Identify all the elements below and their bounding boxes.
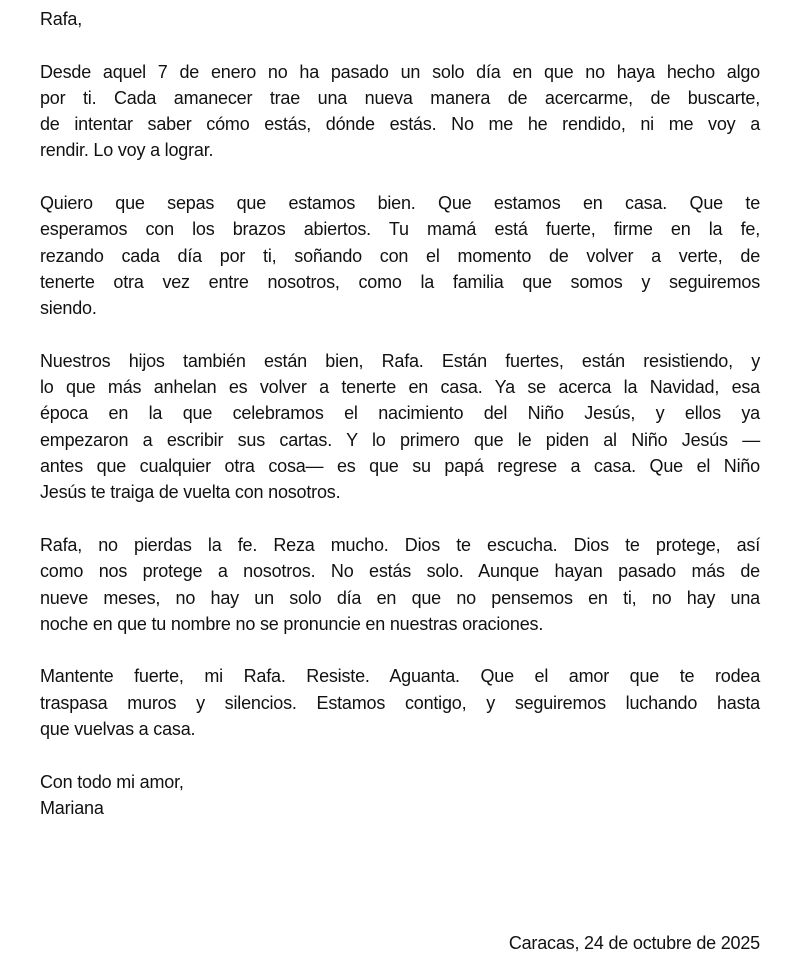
paragraph-line: empezaron a escribir sus cartas. Y lo primero que le piden al Niño Jesús —	[40, 429, 760, 450]
paragraph-line: esperamos con los brazos abiertos. Tu mamá está fuerte, firme en la fe,	[40, 219, 760, 240]
paragraph-gap	[40, 742, 760, 768]
paragraph	[40, 348, 760, 506]
paragraph-line: traspasa muros y silencios. Estamos contigo, y seguiremos luchando hasta	[40, 692, 760, 713]
paragraph-gap	[40, 637, 760, 663]
paragraph-gap	[40, 164, 760, 190]
paragraph-line: Jesús te traiga de vuelta con nosotros.	[40, 482, 341, 503]
paragraph-line: Rafa, no pierdas la fe. Reza mucho. Dios te escucha. Dios te protege, así	[40, 534, 760, 555]
paragraph-line: nueve meses, no hay un solo día en que no pensemos en ti, no hay una	[40, 587, 760, 608]
greeting: Rafa,	[40, 9, 83, 29]
letter-body	[40, 6, 760, 821]
paragraph-line: tenerte otra vez entre nosotros, como la familia que somos y seguiremos	[40, 271, 760, 292]
paragraph-line: rendir. Lo voy a lograr.	[40, 140, 214, 161]
paragraph-line: siendo.	[40, 298, 97, 319]
paragraph-line: Quiero que sepas que estamos bien. Que estamos en casa. Que te	[40, 193, 760, 214]
paragraph-gap	[40, 506, 760, 532]
paragraph	[40, 532, 760, 637]
paragraph-gap	[40, 32, 760, 58]
paragraph	[40, 59, 760, 164]
paragraph-line: que vuelvas a casa.	[40, 719, 196, 740]
place-date: Caracas, 24 de octubre de 2025	[508, 933, 760, 953]
closing: Con todo mi amor,	[40, 771, 184, 792]
paragraph-line: antes que cualquier otra cosa— es que su papá regrese a casa. Que el Niño	[40, 456, 760, 477]
paragraph	[40, 190, 760, 321]
paragraph-line: rezando cada día por ti, soñando con el momento de volver a verte, de	[40, 245, 760, 266]
paragraph-line: época en la que celebramos el nacimiento del Niño Jesús, y ellos ya	[40, 403, 760, 424]
paragraph-gap	[40, 322, 760, 348]
signature: Mariana	[40, 797, 104, 818]
paragraph-line: lo que más anhelan es volver a tenerte en casa. Ya se acerca la Navidad, esa	[40, 377, 760, 398]
paragraph-line: Desde aquel 7 de enero no ha pasado un solo día en que no haya hecho algo	[40, 61, 760, 82]
paragraph-line: como nos protege a nosotros. No estás solo. Aunque hayan pasado más de	[40, 561, 760, 582]
paragraph-line: noche en que tu nombre no se pronuncie en nuestras oraciones.	[40, 613, 544, 634]
paragraphs	[40, 32, 760, 768]
paragraph-line: de intentar saber cómo estás, dónde estás. No me he rendido, ni me voy a	[40, 114, 760, 135]
paragraph-line: por ti. Cada amanecer trae una nueva manera de acercarme, de buscarte,	[40, 87, 760, 108]
paragraph-line: Nuestros hijos también están bien, Rafa. Están fuertes, están resistiendo, y	[40, 350, 760, 371]
paragraph	[40, 663, 760, 742]
paragraph-line: Mantente fuerte, mi Rafa. Resiste. Aguanta. Que el amor que te rodea	[40, 666, 760, 687]
